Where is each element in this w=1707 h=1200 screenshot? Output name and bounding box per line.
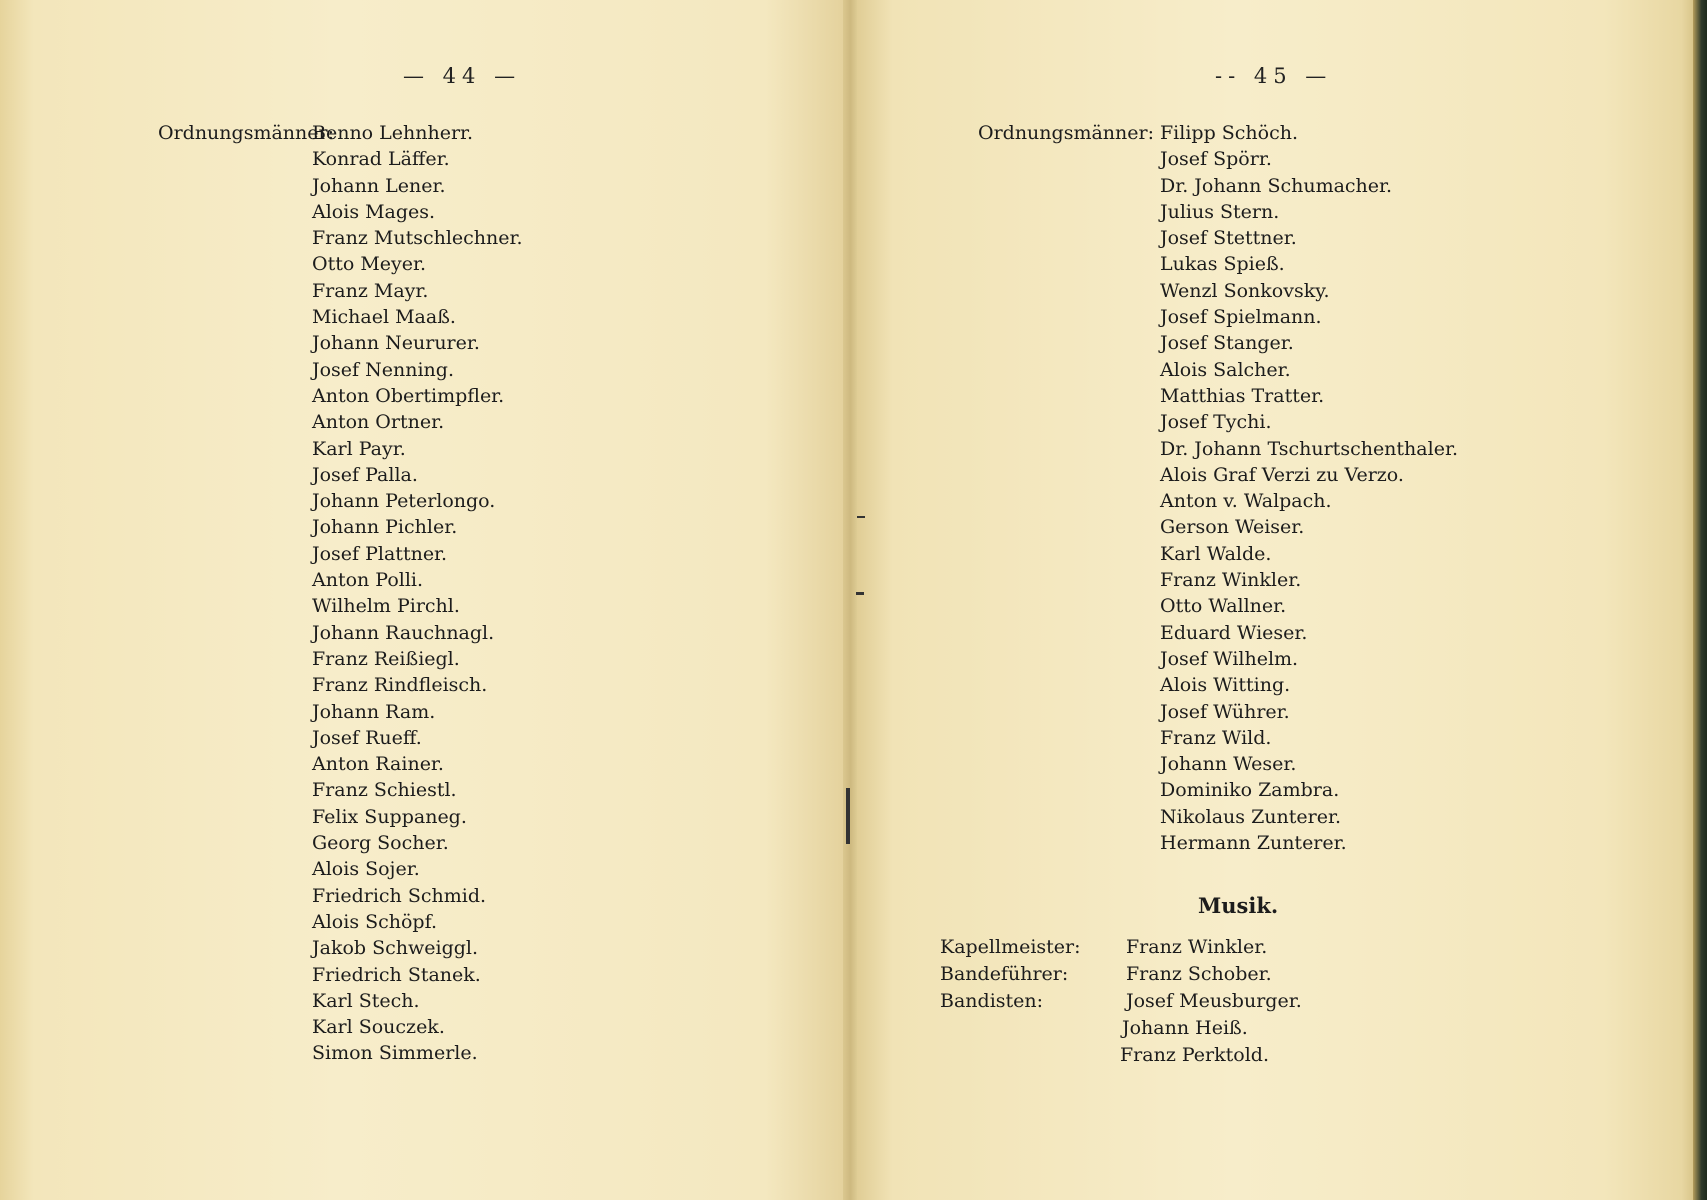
right-page: [850, 0, 1707, 1200]
name-list: [312, 120, 523, 1067]
name-entry: Simon Simmerle.: [312, 1042, 478, 1065]
name-list: [1160, 120, 1458, 856]
role-name: Franz Schober.: [1126, 963, 1272, 985]
name-entry: Friedrich Schmid.: [312, 884, 487, 907]
name-entry: Alois Salcher.: [1160, 358, 1291, 381]
section-label: Ordnungsmänner:: [978, 122, 1154, 144]
name-entry: Lukas Spieß.: [1160, 253, 1285, 276]
name-entry: Alois Schöpf.: [312, 910, 437, 933]
name-entry: Alois Mages.: [312, 200, 436, 223]
name-entry: Franz Schiestl.: [312, 779, 457, 802]
name-entry: Dr. Johann Schumacher.: [1160, 174, 1393, 197]
role-label: Kapellmeister:: [940, 936, 1081, 958]
role-label: Bandeführer:: [940, 963, 1069, 985]
name-entry: Hermann Zunterer.: [1160, 832, 1347, 855]
name-entry: Karl Payr.: [312, 437, 406, 460]
name-entry: Wilhelm Pirchl.: [312, 595, 460, 618]
name-entry: Karl Souczek.: [312, 1016, 445, 1039]
name-entry: Anton Obertimpfler.: [312, 384, 505, 407]
name-entry: Franz Rindfleisch.: [312, 674, 488, 697]
name-entry: Eduard Wieser.: [1160, 621, 1308, 644]
name-entry: Alois Witting.: [1160, 674, 1291, 697]
name-entry: Johann Ram.: [312, 700, 436, 723]
name-entry: Johann Neururer.: [312, 332, 480, 355]
name-entry: Johann Weser.: [1160, 753, 1297, 776]
role-name: Josef Meusburger.: [1126, 990, 1302, 1012]
name-entry: Wenzl Sonkovsky.: [1160, 279, 1330, 302]
name-entry: Dr. Johann Tschurtschenthaler.: [1160, 437, 1458, 460]
role-name: Franz Perktold.: [1120, 1044, 1270, 1066]
name-entry: Benno Lehnherr.: [312, 122, 474, 144]
name-entry: Josef Spielmann.: [1160, 306, 1322, 329]
name-entry: Alois Graf Verzi zu Verzo.: [1160, 463, 1404, 486]
name-entry: Josef Plattner.: [312, 542, 448, 565]
name-entry: Josef Stettner.: [1160, 227, 1297, 250]
name-entry: Matthias Tratter.: [1160, 384, 1325, 407]
name-entry: Josef Nenning.: [312, 358, 454, 381]
name-entry: Josef Rueff.: [312, 726, 422, 749]
left-page: [0, 0, 850, 1200]
name-entry: Anton Ortner.: [312, 411, 445, 434]
name-entry: Franz Mayr.: [312, 279, 429, 302]
name-entry: Otto Meyer.: [312, 253, 427, 276]
name-entry: Otto Wallner.: [1160, 595, 1287, 618]
name-entry: Johann Peterlongo.: [312, 490, 496, 513]
page-number: -- 45 —: [1215, 64, 1333, 88]
name-entry: Alois Sojer.: [312, 858, 420, 881]
role-label: Bandisten:: [940, 990, 1044, 1012]
name-entry: Michael Maaß.: [312, 306, 456, 329]
name-entry: Johann Rauchnagl.: [312, 621, 495, 644]
name-entry: Georg Socher.: [312, 832, 449, 855]
name-entry: Josef Palla.: [312, 463, 418, 486]
name-entry: Friedrich Stanek.: [312, 963, 481, 986]
section-label: Ordnungsmänner:: [158, 122, 334, 144]
name-entry: Franz Reißiegl.: [312, 647, 460, 670]
page-number: — 44 —: [403, 64, 522, 88]
name-entry: Franz Wild.: [1160, 726, 1272, 749]
name-entry: Karl Stech.: [312, 989, 420, 1012]
name-entry: Konrad Läffer.: [312, 148, 450, 171]
name-entry: Karl Walde.: [1160, 542, 1272, 565]
section-heading: Musik.: [1198, 893, 1279, 918]
name-entry: Julius Stern.: [1160, 200, 1280, 223]
name-entry: Dominiko Zambra.: [1160, 779, 1340, 802]
binding-mark: [856, 592, 864, 595]
name-entry: Franz Mutschlechner.: [312, 227, 523, 250]
binding-mark: [857, 516, 865, 518]
role-name: Franz Winkler.: [1126, 936, 1268, 958]
name-entry: Anton Polli.: [312, 569, 424, 592]
name-entry: Gerson Weiser.: [1160, 516, 1305, 539]
name-entry: Franz Winkler.: [1160, 569, 1302, 592]
name-entry: Josef Wührer.: [1160, 700, 1290, 723]
page-edge: [1693, 0, 1707, 1200]
name-entry: Josef Spörr.: [1160, 148, 1272, 171]
name-entry: Anton v. Walpach.: [1160, 490, 1332, 513]
name-entry: Josef Tychi.: [1160, 411, 1272, 434]
name-entry: Jakob Schweiggl.: [312, 937, 479, 960]
name-entry: Anton Rainer.: [312, 753, 444, 776]
name-entry: Felix Suppaneg.: [312, 805, 467, 828]
role-name: Johann Heiß.: [1122, 1017, 1248, 1039]
name-entry: Filipp Schöch.: [1160, 122, 1299, 144]
name-entry: Johann Pichler.: [312, 516, 458, 539]
book-spine: [843, 0, 857, 1200]
binding-mark: [846, 788, 850, 844]
name-entry: Josef Stanger.: [1160, 332, 1294, 355]
name-entry: Johann Lener.: [312, 174, 446, 197]
name-entry: Josef Wilhelm.: [1160, 647, 1299, 670]
name-entry: Nikolaus Zunterer.: [1160, 805, 1342, 828]
